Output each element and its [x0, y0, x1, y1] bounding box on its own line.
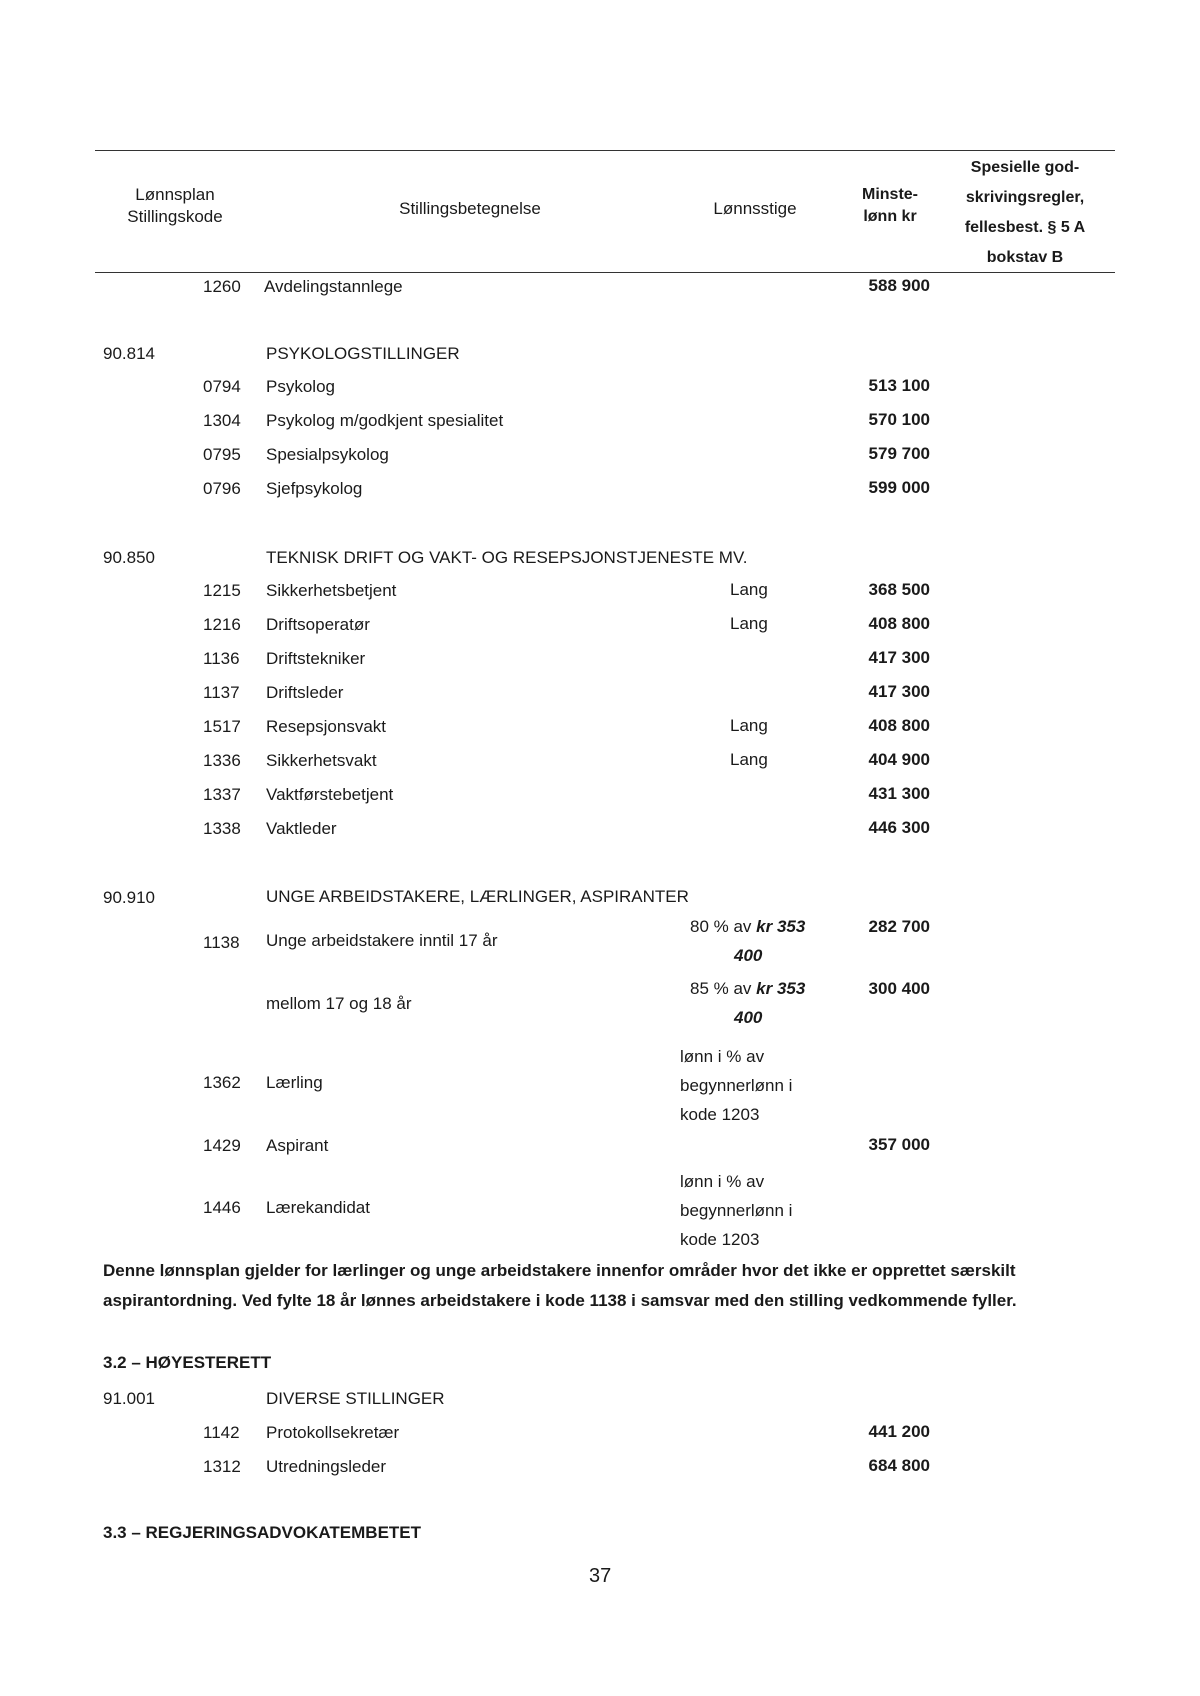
- row-code: 1304: [203, 411, 241, 430]
- group-heading-diverse: DIVERSE STILLINGER: [266, 1389, 445, 1408]
- row-title: mellom 17 og 18 år: [266, 994, 412, 1013]
- row-stige: 85 % av kr 353: [690, 979, 806, 998]
- row-stige-cont: 400: [734, 946, 763, 965]
- row-code: 0796: [203, 479, 241, 498]
- row-salary: 368 500: [868, 580, 930, 599]
- group-heading-psyk: PSYKOLOGSTILLINGER: [266, 344, 460, 363]
- row-salary: 441 200: [868, 1422, 930, 1441]
- row-code: 1142: [203, 1423, 240, 1442]
- header-col-stillingsbetegnelse: Stillingsbetegnelse: [399, 199, 541, 218]
- row-1260-code: 1260: [203, 277, 241, 296]
- row-code: 1517: [203, 717, 241, 736]
- row-title: Sjefpsykolog: [266, 479, 363, 498]
- row-stige-cont: 400: [734, 1008, 763, 1027]
- row-title: Lærekandidat: [266, 1198, 370, 1217]
- row-stige: Lang: [730, 750, 768, 769]
- header-top-rule: [95, 150, 1115, 151]
- group-code-91001: 91.001: [103, 1389, 155, 1408]
- group-code-90850: 90.850: [103, 548, 155, 567]
- row-salary: 408 800: [868, 716, 930, 735]
- row-title: Sikkerhetsbetjent: [266, 581, 397, 600]
- row-stige: Lang: [730, 614, 768, 633]
- header-col-spesielle: Spesielle god- skrivingsregler, fellesbest. § 5 A bokstav B: [964, 159, 1086, 266]
- row-title: Lærling: [266, 1073, 323, 1092]
- row-title: Spesialpsykolog: [266, 445, 389, 464]
- row-title: Resepsjonsvakt: [266, 717, 387, 736]
- row-code: 1338: [203, 819, 241, 838]
- row-salary: 599 000: [868, 478, 930, 497]
- row-salary: 300 400: [868, 979, 930, 998]
- group-heading-teknisk: TEKNISK DRIFT OG VAKT- OG RESEPSJONSTJENESTE MV.: [266, 548, 748, 567]
- row-stige: Lang: [730, 580, 768, 599]
- row-salary: 579 700: [868, 444, 930, 463]
- row-stige: lønn i % av begynnerlønn i kode 1203: [680, 1172, 793, 1249]
- group-heading-unge: UNGE ARBEIDSTAKERE, LÆRLINGER, ASPIRANTER: [266, 887, 689, 906]
- row-title: Psykolog m/godkjent spesialitet: [266, 411, 504, 430]
- row-salary: 357 000: [868, 1135, 930, 1154]
- row-stige: 80 % av kr 353: [690, 917, 806, 936]
- row-stige: lønn i % av begynnerlønn i kode 1203: [680, 1047, 793, 1124]
- group-code-90814: 90.814: [103, 344, 155, 363]
- row-code: 1136: [203, 649, 240, 668]
- row-code: 1138: [203, 933, 240, 952]
- row-code: 1429: [203, 1136, 241, 1155]
- row-title: Driftsoperatør: [266, 615, 370, 634]
- row-title: Unge arbeidstakere inntil 17 år: [266, 931, 498, 950]
- row-title: Utredningsleder: [266, 1457, 387, 1476]
- header-col-minstelonn: Minste- lønn kr: [862, 186, 918, 225]
- row-title: Vaktførstebetjent: [266, 785, 394, 804]
- row-salary: 431 300: [868, 784, 930, 803]
- page-number: 37: [589, 1565, 612, 1587]
- row-title: Sikkerhetsvakt: [266, 751, 377, 770]
- row-salary: 513 100: [868, 376, 930, 395]
- row-code: 0795: [203, 445, 241, 464]
- row-code: 1362: [203, 1073, 241, 1092]
- row-code: 1336: [203, 751, 241, 770]
- section-title-32: 3.2 – HØYESTERETT: [103, 1353, 272, 1372]
- section-title-33: 3.3 – REGJERINGSADVOKATEMBETET: [103, 1523, 422, 1542]
- row-salary: 282 700: [868, 917, 930, 936]
- row-code: 1337: [203, 785, 241, 804]
- row-title: Protokollsekretær: [266, 1423, 400, 1442]
- row-code: 1215: [203, 581, 241, 600]
- row-salary: 404 900: [868, 750, 930, 769]
- row-salary: 684 800: [868, 1456, 930, 1475]
- row-salary: 570 100: [868, 410, 930, 429]
- row-title: Psykolog: [266, 377, 335, 396]
- row-1260-title: Avdelingstannlege: [264, 277, 403, 296]
- header-col-lonnsstige: Lønnsstige: [713, 199, 797, 218]
- footnote: Denne lønnsplan gjelder for lærlinger og unge arbeidstakere innenfor områder hvor det ikke er opprettet særskilt aspirantordning. Ved fylte 18 år lønnes arbeidstakere i kode 1138 i samsvar med den stilling vedkommende fyller.: [103, 1261, 1017, 1310]
- row-title: Vaktleder: [266, 819, 337, 838]
- row-salary: 408 800: [868, 614, 930, 633]
- row-title: Driftsleder: [266, 683, 344, 702]
- row-stige: Lang: [730, 716, 768, 735]
- row-code: 1446: [203, 1198, 241, 1217]
- row-title: Driftstekniker: [266, 649, 366, 668]
- row-code: 0794: [203, 377, 241, 396]
- row-code: 1312: [203, 1457, 241, 1476]
- row-code: 1216: [203, 615, 241, 634]
- row-salary: 417 300: [868, 682, 930, 701]
- row-salary: 417 300: [868, 648, 930, 667]
- row-1260-salary: 588 900: [868, 276, 930, 295]
- row-title: Aspirant: [266, 1136, 329, 1155]
- row-salary: 446 300: [868, 818, 930, 837]
- header-col-lonnsplan: Lønnsplan Stillingskode: [127, 185, 223, 226]
- row-code: 1137: [203, 683, 240, 702]
- group-code-90910: 90.910: [103, 888, 155, 907]
